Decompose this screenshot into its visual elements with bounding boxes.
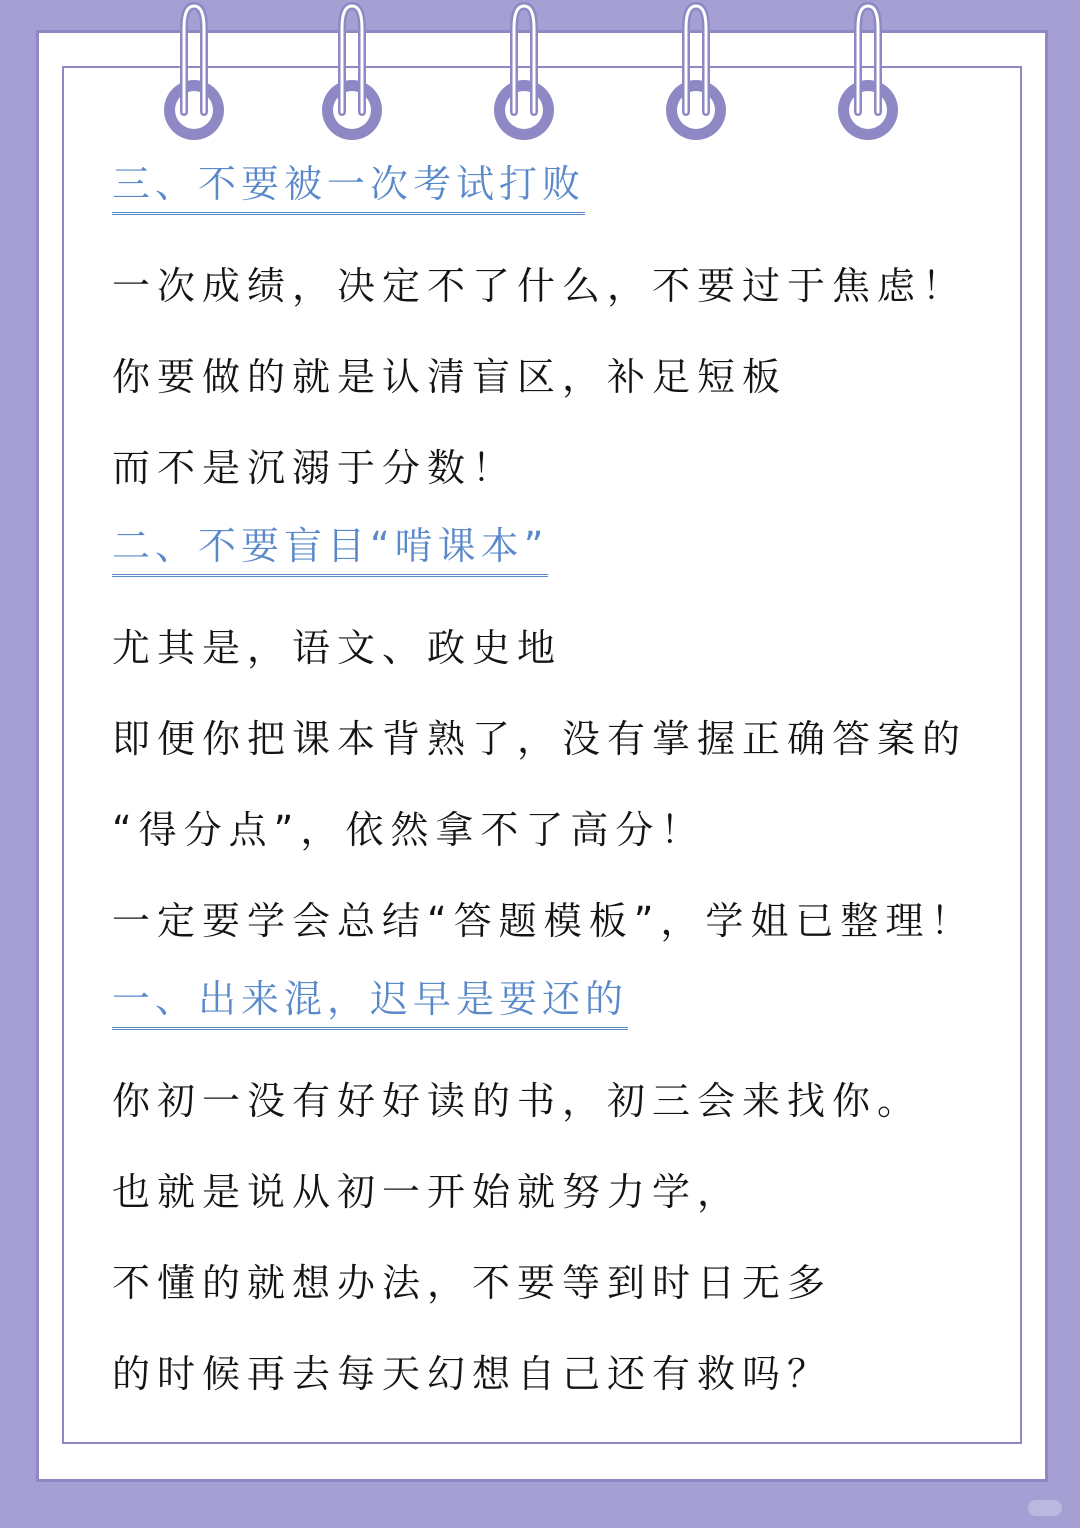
binder-ring-icon: [158, 0, 230, 150]
section-two: [112, 520, 992, 967]
text-line: 即便你把课本背熟了，没有掌握正确答案的: [112, 717, 968, 761]
section-three: [112, 158, 992, 514]
text-line: 不懂的就想办法，不要等到时日无多: [112, 1261, 833, 1305]
text-line: 也就是说从初一开始就努力学，: [112, 1170, 743, 1214]
notes-content: [112, 158, 992, 1420]
binder-ring-icon: [316, 0, 388, 150]
text-line: 而不是沉溺于分数！: [112, 446, 518, 490]
section-heading: 一、出来混，迟早是要还的: [112, 973, 628, 1030]
section-heading: 三、不要被一次考试打败: [112, 158, 585, 215]
watermark-icon: [1028, 1500, 1062, 1516]
binder-ring-icon: [660, 0, 732, 150]
section-one: [112, 973, 992, 1420]
text-line: “得分点”，依然拿不了高分！: [112, 808, 706, 852]
text-line: 尤其是，语文、政史地: [112, 626, 563, 670]
text-line: 你要做的就是认清盲区，补足短板: [112, 355, 788, 399]
text-line: 你初一没有好好读的书，初三会来找你。: [112, 1079, 923, 1123]
binder-ring-icon: [488, 0, 560, 150]
text-line: 一定要学会总结“答题模板”，学姐已整理！: [112, 899, 976, 943]
section-heading: 二、不要盲目“啃课本”: [112, 520, 548, 577]
text-line: 的时候再去每天幻想自己还有救吗？: [112, 1352, 833, 1396]
text-line: 一次成绩，决定不了什么，不要过于焦虑！: [112, 264, 968, 308]
binder-ring-icon: [832, 0, 904, 150]
